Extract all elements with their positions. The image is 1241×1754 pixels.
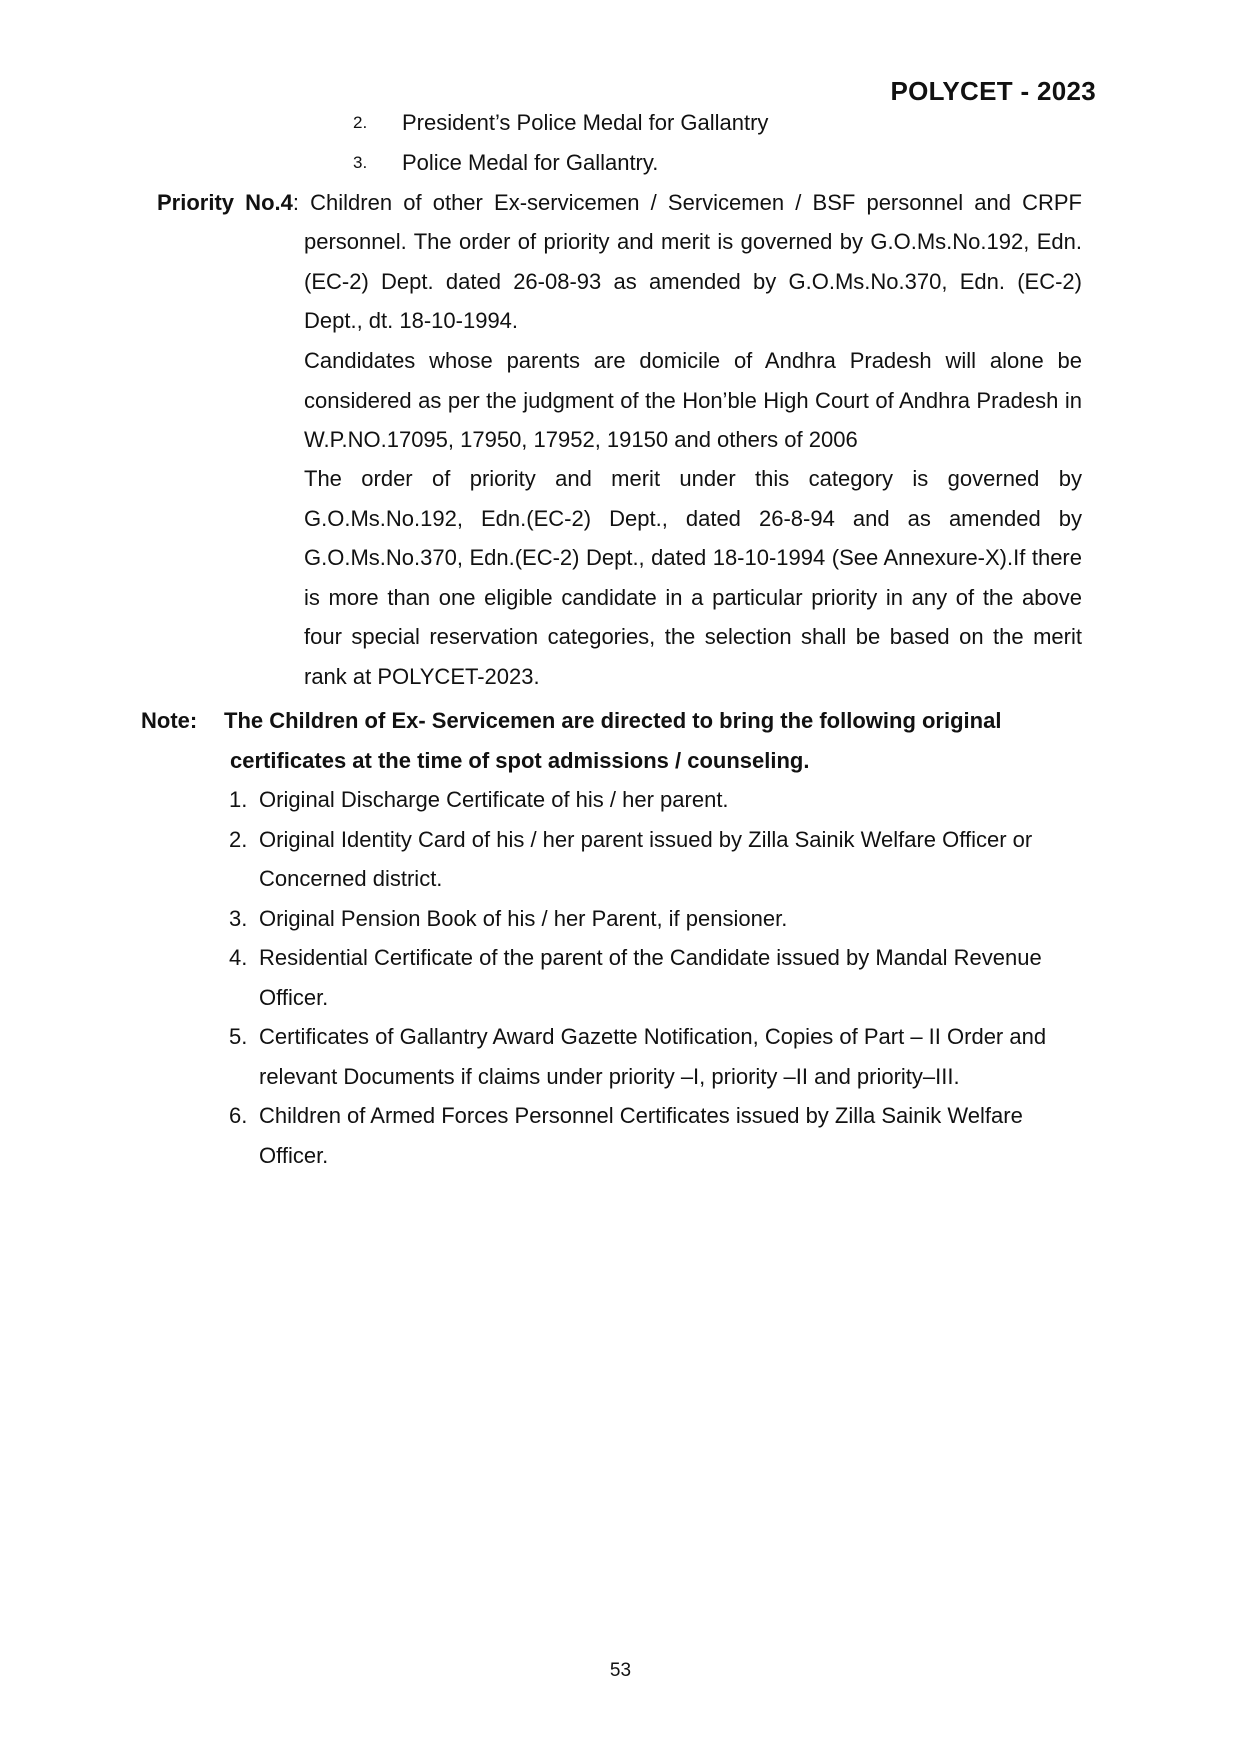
certificate-list-item <box>229 1096 1089 1175</box>
priority-4-paragraph-order: personnel. The order of priority and merit is governed by G.O.Ms.No.192, Edn. (EC-2) Dept. dated 26-08-93 as amended by G.O.Ms.No.370, Edn. (EC-2) Dept., dt. 18-10-1994. <box>304 229 1082 333</box>
medal-item-text: President’s Police Medal for Gallantry <box>402 110 769 135</box>
priority-4-heading <box>157 183 1082 223</box>
page-number: 53 <box>609 1660 632 1681</box>
certificate-item-text: Residential Certificate of the parent of the Candidate issued by Mandal Revenue Officer. <box>259 945 1042 1010</box>
certificates-list <box>229 780 1089 1175</box>
certificate-item-text: Children of Armed Forces Personnel Certificates issued by Zilla Sainik Welfare Officer. <box>259 1103 1023 1168</box>
certificate-item-number: 6. <box>229 1103 248 1128</box>
priority-4-paragraph-domicile: Candidates whose parents are domicile of Andhra Pradesh will alone be considered as per the judgment of the Hon’ble High Court of Andhra Pradesh in W.P.NO.17095, 17950, 17952, 19150 and others of 2006 <box>304 348 1082 452</box>
priority-4-lead-text: : Children of other Ex-servicemen / Servicemen / BSF personnel and CRPF <box>292 190 1082 215</box>
certificate-list-item <box>229 820 1089 899</box>
medal-item-number: 2. <box>353 113 368 132</box>
certificate-item-text: Certificates of Gallantry Award Gazette Notification, Copies of Part – II Order and relevant Documents if claims under priority –I, priority –II and priority–III. <box>259 1024 1047 1089</box>
certificate-list-item <box>229 780 1089 820</box>
certificate-item-text: Original Pension Book of his / her Parent, if pensioner. <box>259 905 788 931</box>
certificate-item-text: Original Discharge Certificate of his / her parent. <box>259 787 729 812</box>
medal-list-item <box>0 143 1241 183</box>
certificate-item-number: 3. <box>229 905 248 931</box>
certificate-item-number: 4. <box>229 945 248 970</box>
note-label: Note: <box>141 708 198 733</box>
certificate-item-text: Original Identity Card of his / her parent issued by Zilla Sainik Welfare Officer or Concerned district. <box>259 826 1033 891</box>
certificate-list-item <box>229 938 1089 1017</box>
note-line-2: certificates at the time of spot admissions / counseling. <box>230 747 810 773</box>
certificate-item-number: 5. <box>229 1024 248 1049</box>
page-header-title: POLYCET - 2023 <box>890 76 1096 106</box>
certificate-list-item <box>229 899 1089 939</box>
certificate-list-item <box>229 1017 1089 1096</box>
medal-item-number: 3. <box>353 153 368 172</box>
note-text <box>224 701 1074 780</box>
certificate-item-number: 1. <box>229 787 248 812</box>
certificate-item-number: 2. <box>229 826 248 852</box>
priority-4-paragraph-merit: The order of priority and merit under this category is governed by G.O.Ms.No.192, Edn.(EC-2) Dept., dated 26-8-94 and as amended by G.O.Ms.No.370, Edn.(EC-2) Dept., dated 18-10-1994 (See Annexure-X).If there is more than one eligible candidate in a particular priority in any of the above four special reservation categories, the selection shall be based on the merit rank at POLYCET-2023. <box>304 466 1082 689</box>
medal-list-item <box>0 103 1241 143</box>
note-line-1: The Children of Ex- Servicemen are directed to bring the following original <box>224 708 1002 733</box>
priority-4-label: Priority No.4 <box>157 190 293 215</box>
medal-item-text: Police Medal for Gallantry. <box>402 150 659 175</box>
